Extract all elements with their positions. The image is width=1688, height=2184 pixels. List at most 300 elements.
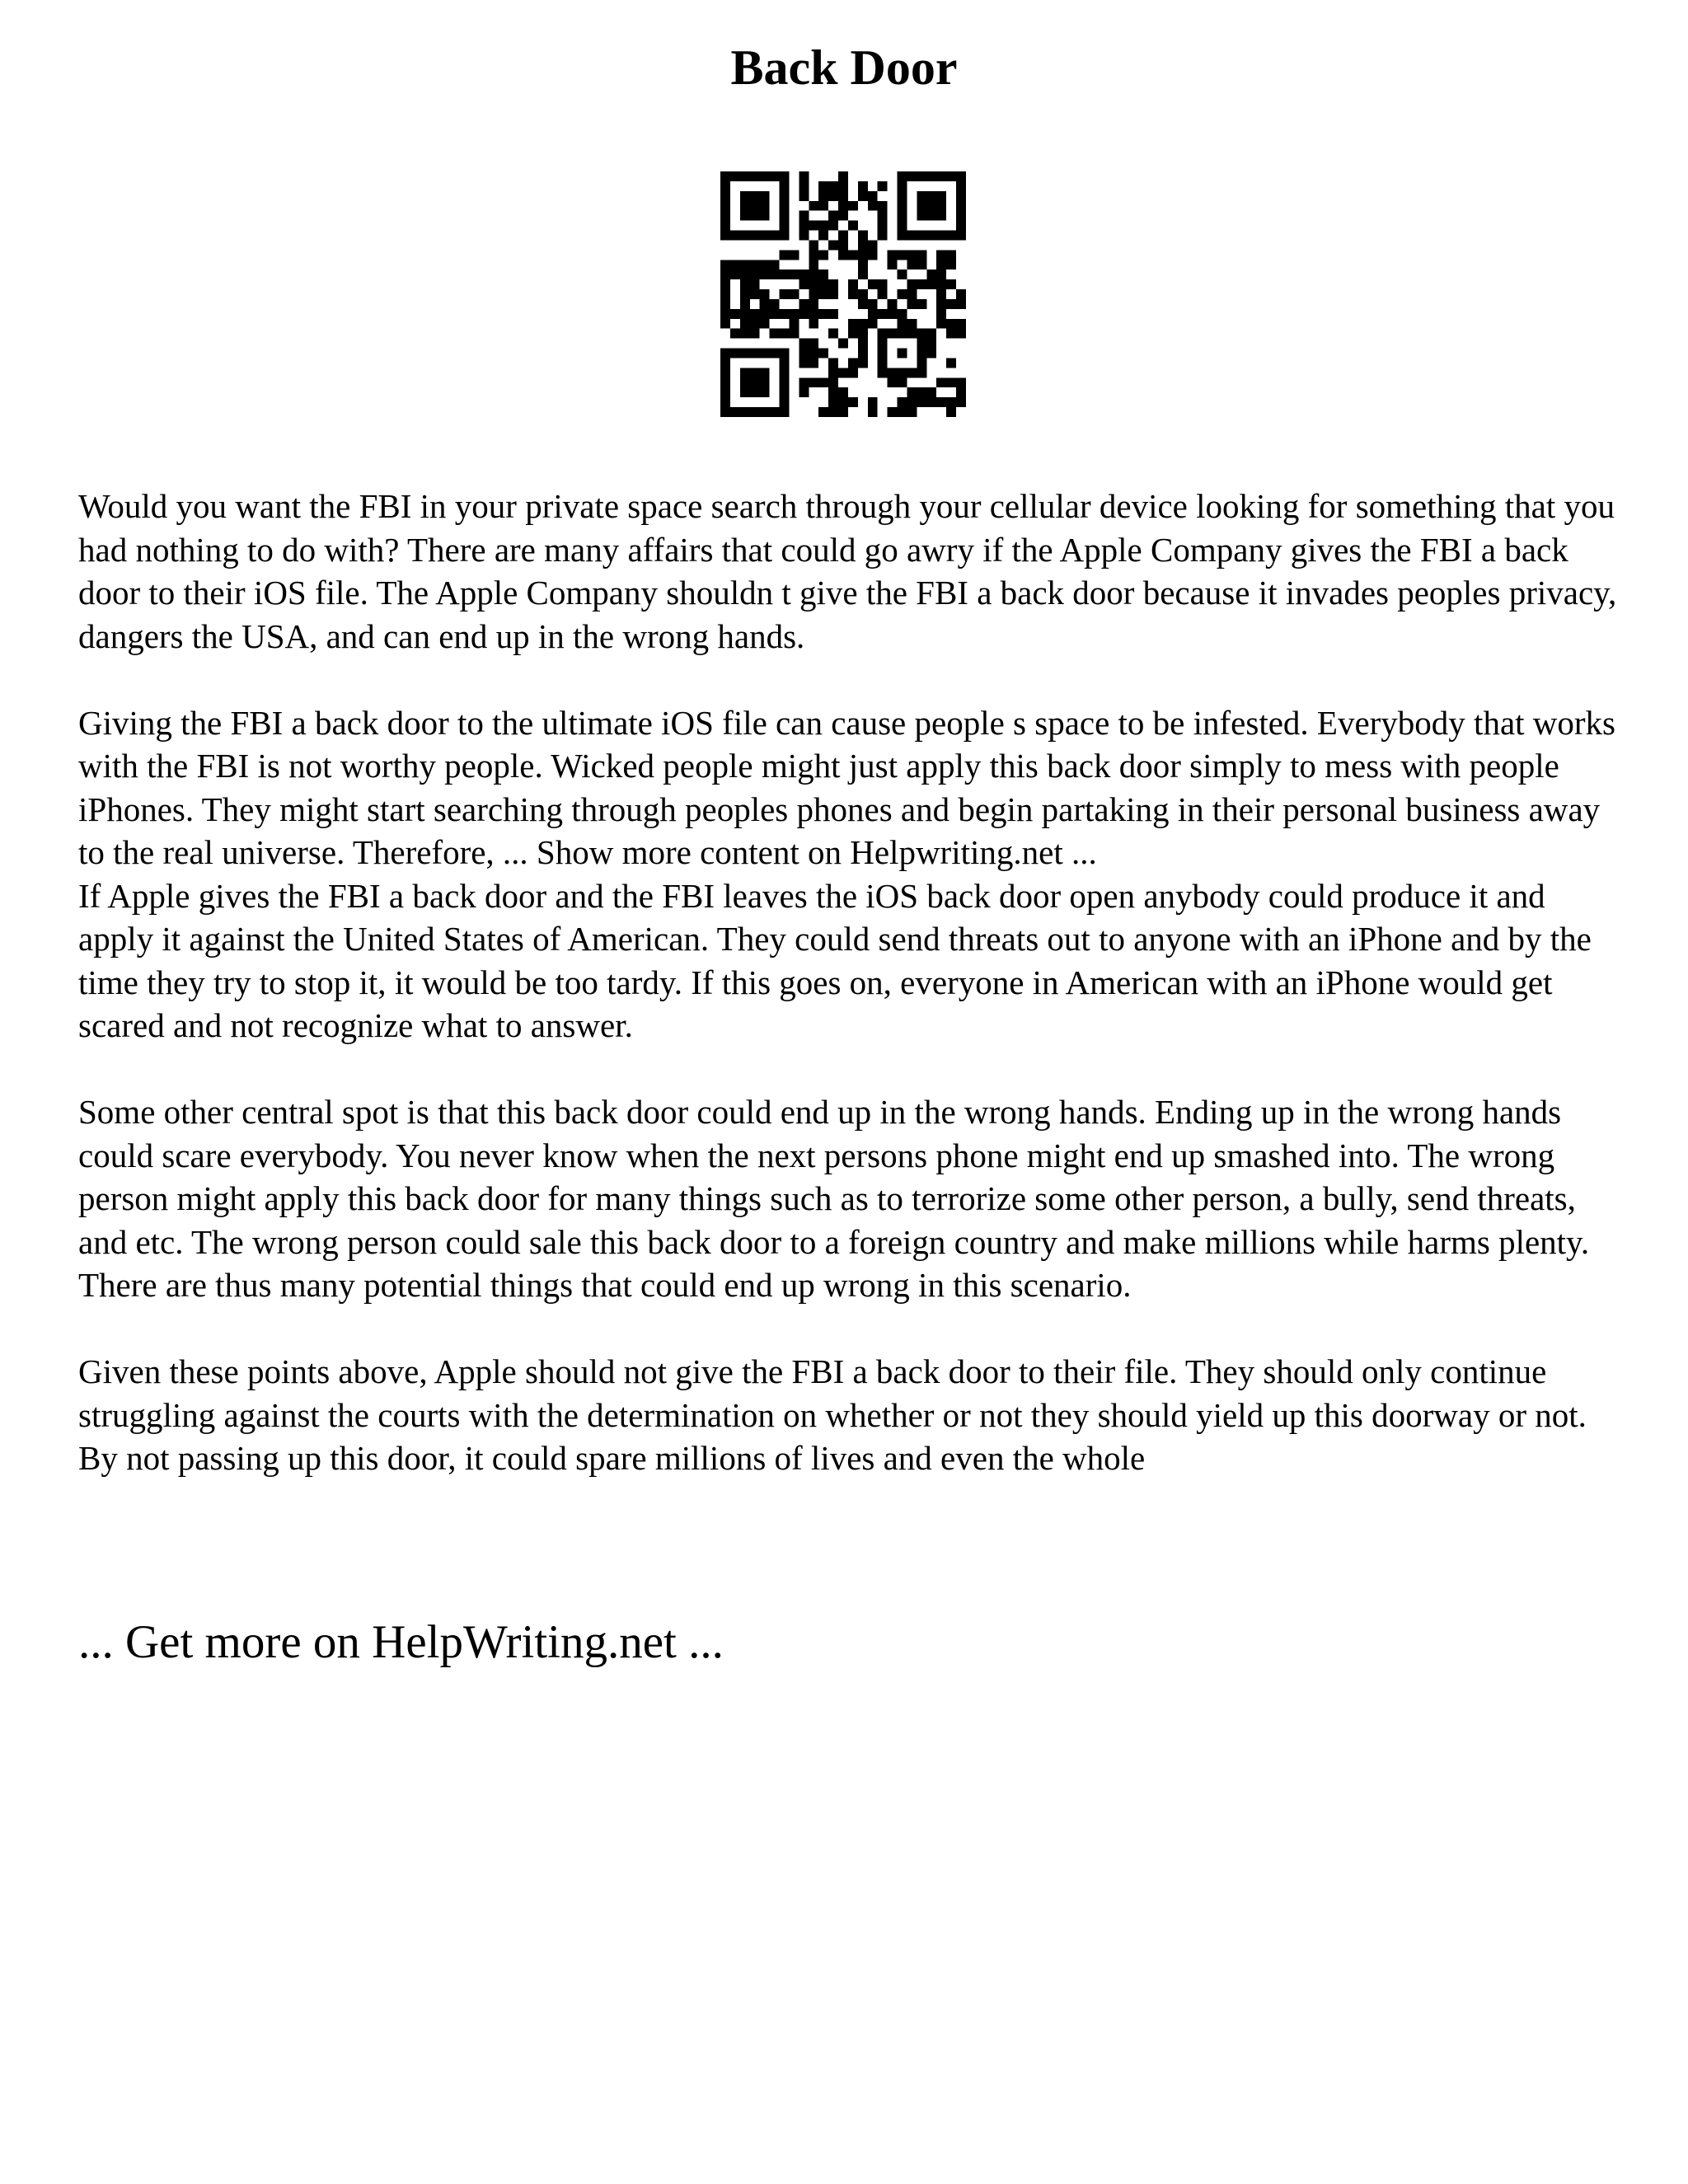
qr-module [917, 231, 926, 241]
qr-module [838, 387, 848, 397]
qr-module [770, 231, 780, 241]
qr-module [888, 377, 898, 387]
qr-module [720, 368, 730, 377]
qr-module [926, 387, 936, 397]
qr-module [740, 269, 750, 279]
qr-module [878, 329, 888, 339]
qr-module [858, 269, 868, 279]
qr-module [740, 299, 750, 309]
qr-module [818, 407, 828, 417]
qr-module [858, 358, 868, 368]
qr-module [789, 289, 799, 299]
qr-module [780, 250, 790, 260]
qr-module [898, 269, 907, 279]
qr-module [720, 211, 730, 221]
qr-module [780, 171, 790, 181]
qr-module [838, 407, 848, 417]
qr-module [848, 201, 858, 211]
qr-module [878, 289, 888, 299]
paragraph-spacer [78, 1047, 1620, 1091]
qr-module [740, 191, 750, 201]
qr-module [898, 231, 907, 241]
qr-module [789, 269, 799, 279]
qr-module [828, 211, 838, 221]
qr-module [838, 231, 848, 241]
qr-module [917, 299, 926, 309]
qr-module [720, 289, 730, 299]
qr-module [740, 211, 750, 221]
qr-code-icon [720, 171, 966, 417]
qr-module [956, 329, 966, 339]
qr-module [818, 250, 828, 260]
qr-module [828, 181, 838, 191]
qr-module [907, 289, 917, 299]
qr-module [818, 289, 828, 299]
qr-module [956, 231, 966, 241]
qr-module [789, 319, 799, 329]
qr-module [740, 377, 750, 387]
qr-module [858, 329, 868, 339]
qr-module [956, 211, 966, 221]
qr-module [780, 211, 790, 221]
qr-module [956, 387, 966, 397]
qr-module [750, 349, 760, 359]
qr-module [878, 221, 888, 231]
qr-module [926, 211, 936, 221]
qr-module [730, 231, 740, 241]
qr-module [740, 231, 750, 241]
qr-module [799, 181, 809, 191]
qr-module [878, 339, 888, 349]
qr-module [789, 309, 799, 319]
qr-module [828, 368, 838, 377]
qr-module [917, 279, 926, 289]
qr-module [828, 407, 838, 417]
qr-module [907, 407, 917, 417]
qr-module [936, 211, 946, 221]
qr-module [878, 211, 888, 221]
qr-module [799, 387, 809, 397]
qr-module [898, 397, 907, 407]
qr-module [720, 377, 730, 387]
qr-module [848, 221, 858, 231]
qr-module [770, 171, 780, 181]
qr-module [917, 339, 926, 349]
qr-module [936, 397, 946, 407]
qr-module [848, 279, 858, 289]
qr-module [818, 191, 828, 201]
qr-module [760, 377, 770, 387]
qr-module [760, 289, 770, 299]
qr-module [780, 329, 790, 339]
qr-module [917, 397, 926, 407]
qr-module [858, 260, 868, 269]
qr-module [878, 181, 888, 191]
qr-module [926, 279, 936, 289]
qr-module [898, 250, 907, 260]
qr-module [956, 299, 966, 309]
qr-module [898, 368, 907, 377]
qr-module [720, 407, 730, 417]
paragraph-spacer [78, 658, 1620, 701]
qr-module [917, 329, 926, 339]
qr-module [750, 387, 760, 397]
qr-module [760, 171, 770, 181]
qr-module [848, 358, 858, 368]
qr-module [740, 319, 750, 329]
qr-module [760, 309, 770, 319]
qr-module [848, 368, 858, 377]
qr-module [936, 319, 946, 329]
qr-module [858, 349, 868, 359]
qr-module [809, 240, 818, 250]
qr-module [878, 279, 888, 289]
qr-module [917, 191, 926, 201]
qr-module [799, 377, 809, 387]
qr-module [780, 289, 790, 299]
qr-module [740, 289, 750, 299]
qr-module [936, 269, 946, 279]
qr-module [720, 349, 730, 359]
qr-module [946, 279, 956, 289]
qr-module [868, 240, 878, 250]
qr-module [828, 221, 838, 231]
qr-module [898, 407, 907, 417]
qr-module [956, 221, 966, 231]
qr-module [888, 329, 898, 339]
qr-module [868, 299, 878, 309]
qr-module [917, 358, 926, 368]
paragraph-privacy: Giving the FBI a back door to the ultimate iOS file can cause people s space to be infested. Everybody that works with the FBI is not worthy people. Wicked people might just apply this back door simply to mess with people iPhones. They might start searching through peoples phones and begin partaking in their personal business away to the real universe. Therefore, ... Show more content on Helpwriting.net ... [78, 703, 1615, 871]
qr-module [720, 299, 730, 309]
qr-module [809, 299, 818, 309]
qr-module [770, 260, 780, 269]
qr-module [888, 260, 898, 269]
qr-module [760, 211, 770, 221]
qr-module [926, 339, 936, 349]
qr-module [898, 319, 907, 329]
paragraph-usa-danger: If Apple gives the FBI a back door and the FBI leaves the iOS back door open anybody could produce it and apply it against the United States of American. They could send threats out to anyone with an iPhone and by the time they try to stop it, it would be too tardy. If this goes on, everyone in American with an iPhone would get scared and not recognize what to answer. [78, 876, 1592, 1044]
qr-module [720, 260, 730, 269]
qr-module [740, 387, 750, 397]
qr-module [828, 397, 838, 407]
qr-module [898, 289, 907, 299]
qr-module [818, 221, 828, 231]
qr-module [956, 319, 966, 329]
qr-module [799, 191, 809, 201]
qr-module [799, 358, 809, 368]
qr-module [878, 231, 888, 241]
qr-module [720, 201, 730, 211]
qr-module [828, 279, 838, 289]
paragraph-spacer [78, 1307, 1620, 1351]
qr-module [760, 269, 770, 279]
qr-module [809, 279, 818, 289]
qr-module [818, 181, 828, 191]
qr-module [838, 240, 848, 250]
qr-module [907, 250, 917, 260]
qr-module [926, 397, 936, 407]
qr-module [720, 319, 730, 329]
qr-code-graphic [720, 171, 966, 417]
qr-module [936, 191, 946, 201]
qr-module [780, 221, 790, 231]
qr-module [917, 211, 926, 221]
qr-module [838, 339, 848, 349]
qr-module [780, 269, 790, 279]
qr-module [760, 231, 770, 241]
qr-module [760, 407, 770, 417]
qr-module [936, 279, 946, 289]
qr-module [760, 260, 770, 269]
qr-module [898, 201, 907, 211]
qr-module [917, 260, 926, 269]
qr-module [809, 289, 818, 299]
qr-module [740, 279, 750, 289]
qr-module [740, 260, 750, 269]
qr-module [936, 231, 946, 241]
qr-module [898, 171, 907, 181]
qr-module [760, 201, 770, 211]
qr-module [818, 201, 828, 211]
qr-module [750, 407, 760, 417]
qr-module [868, 201, 878, 211]
qr-module [946, 171, 956, 181]
qr-module [809, 358, 818, 368]
qr-module [818, 377, 828, 387]
qr-module [898, 329, 907, 339]
qr-module [868, 407, 878, 417]
qr-module [809, 269, 818, 279]
qr-module [926, 171, 936, 181]
qr-module [720, 221, 730, 231]
get-more-link[interactable]: ... Get more on HelpWriting.net ... [78, 1616, 724, 1668]
qr-module [868, 309, 878, 319]
qr-module [809, 377, 818, 387]
qr-module [956, 289, 966, 299]
qr-module [780, 231, 790, 241]
qr-module [898, 349, 907, 359]
qr-module [907, 397, 917, 407]
qr-module [946, 231, 956, 241]
qr-module [898, 181, 907, 191]
qr-module [780, 407, 790, 417]
qr-module [740, 368, 750, 377]
qr-module [809, 309, 818, 319]
qr-module [780, 181, 790, 191]
qr-module [750, 201, 760, 211]
qr-module [956, 171, 966, 181]
qr-module [926, 191, 936, 201]
qr-module [848, 397, 858, 407]
qr-module [926, 349, 936, 359]
qr-module [780, 387, 790, 397]
qr-module [838, 201, 848, 211]
qr-module [838, 191, 848, 201]
qr-module [888, 299, 898, 309]
qr-module [818, 309, 828, 319]
qr-module [946, 250, 956, 260]
qr-module [770, 269, 780, 279]
qr-module [936, 289, 946, 299]
qr-module [799, 269, 809, 279]
qr-module [809, 339, 818, 349]
qr-module [917, 171, 926, 181]
qr-module [780, 377, 790, 387]
qr-module [936, 260, 946, 269]
qr-module [868, 397, 878, 407]
qr-module [770, 309, 780, 319]
qr-module [799, 171, 809, 181]
qr-module [936, 171, 946, 181]
qr-module [936, 299, 946, 309]
qr-module [828, 240, 838, 250]
qr-module [898, 191, 907, 201]
qr-module [848, 250, 858, 260]
qr-module [907, 171, 917, 181]
qr-module [730, 349, 740, 359]
qr-module [750, 171, 760, 181]
qr-module [878, 368, 888, 377]
qr-module [946, 319, 956, 329]
qr-module [898, 221, 907, 231]
qr-module [926, 201, 936, 211]
qr-module [720, 181, 730, 191]
qr-module [946, 299, 956, 309]
qr-module [760, 349, 770, 359]
qr-module [730, 269, 740, 279]
paragraph-wrong-hands: Some other central spot is that this back door could end up in the wrong hands. Ending up in the wrong hands could scare everybody. You never know when the next persons phone might end up smashed into. The wrong person might apply this back door for many things such as to terrorize some other person, a bully, send threats, and etc. The wrong person could sale this back door to a foreign country and make millions while harms plenty. There are thus many potential things that could end up wrong in this scenario. [78, 1093, 1590, 1304]
qr-module [809, 319, 818, 329]
qr-module [740, 329, 750, 339]
qr-module [750, 191, 760, 201]
qr-module [828, 309, 838, 319]
qr-module [946, 260, 956, 269]
qr-module [828, 377, 838, 387]
qr-module [730, 407, 740, 417]
qr-module [760, 368, 770, 377]
qr-module [799, 349, 809, 359]
qr-module [828, 289, 838, 299]
qr-module [878, 309, 888, 319]
qr-module [907, 279, 917, 289]
qr-module [858, 299, 868, 309]
qr-module [809, 221, 818, 231]
qr-module [878, 349, 888, 359]
qr-module [858, 250, 868, 260]
qr-module [907, 299, 917, 309]
qr-module [809, 250, 818, 260]
qr-module [926, 231, 936, 241]
qr-module [858, 231, 868, 241]
qr-module [838, 250, 848, 260]
qr-module [907, 387, 917, 397]
qr-module [858, 240, 868, 250]
qr-module [770, 407, 780, 417]
qr-module [780, 397, 790, 407]
qr-module [740, 309, 750, 319]
qr-module [848, 329, 858, 339]
qr-module [907, 329, 917, 339]
qr-module [760, 191, 770, 201]
qr-module [868, 319, 878, 329]
qr-module [917, 349, 926, 359]
qr-module [936, 377, 946, 387]
qr-module [750, 309, 760, 319]
qr-module [858, 319, 868, 329]
qr-module [799, 211, 809, 221]
qr-module [760, 299, 770, 309]
qr-module [799, 221, 809, 231]
qr-module [917, 201, 926, 211]
qr-module [917, 250, 926, 260]
qr-module [750, 329, 760, 339]
qr-module [878, 201, 888, 211]
qr-module [809, 201, 818, 211]
qr-module [898, 309, 907, 319]
qr-module [936, 309, 946, 319]
qr-module [799, 299, 809, 309]
qr-module [789, 250, 799, 260]
qr-module [838, 397, 848, 407]
qr-module [720, 171, 730, 181]
qr-module [818, 349, 828, 359]
qr-module [780, 191, 790, 201]
qr-module [926, 329, 936, 339]
qr-module [858, 289, 868, 299]
paragraph-conclusion: Given these points above, Apple should not give the FBI a back door to their file. They should only continue struggling against the courts with the determination on whether or not they should yield up this doorway or not. By not passing up this door, it could spare millions of lives and even the whole [78, 1352, 1587, 1477]
qr-module [868, 279, 878, 289]
qr-module [878, 358, 888, 368]
qr-module [780, 358, 790, 368]
qr-module [799, 339, 809, 349]
qr-module [828, 387, 838, 397]
qr-module [770, 329, 780, 339]
qr-module [799, 309, 809, 319]
qr-module [888, 250, 898, 260]
qr-module [780, 368, 790, 377]
qr-module [780, 201, 790, 211]
qr-module [750, 319, 760, 329]
qr-module [750, 279, 760, 289]
qr-module [730, 309, 740, 319]
qr-module [946, 407, 956, 417]
qr-module [858, 181, 868, 191]
qr-module [720, 387, 730, 397]
page-title: Back Door [730, 40, 958, 95]
qr-module [818, 231, 828, 241]
qr-module [809, 349, 818, 359]
qr-module [838, 171, 848, 181]
qr-module [907, 319, 917, 329]
qr-module [750, 260, 760, 269]
qr-module [956, 397, 966, 407]
qr-module [888, 309, 898, 319]
qr-module [956, 201, 966, 211]
qr-module [858, 191, 868, 201]
qr-module [809, 260, 818, 269]
qr-module [956, 191, 966, 201]
qr-module [907, 231, 917, 241]
qr-module [907, 260, 917, 269]
qr-module [780, 309, 790, 319]
qr-module [848, 289, 858, 299]
qr-module [720, 358, 730, 368]
qr-module [789, 329, 799, 339]
qr-module [818, 279, 828, 289]
qr-module [858, 339, 868, 349]
qr-module [750, 211, 760, 221]
